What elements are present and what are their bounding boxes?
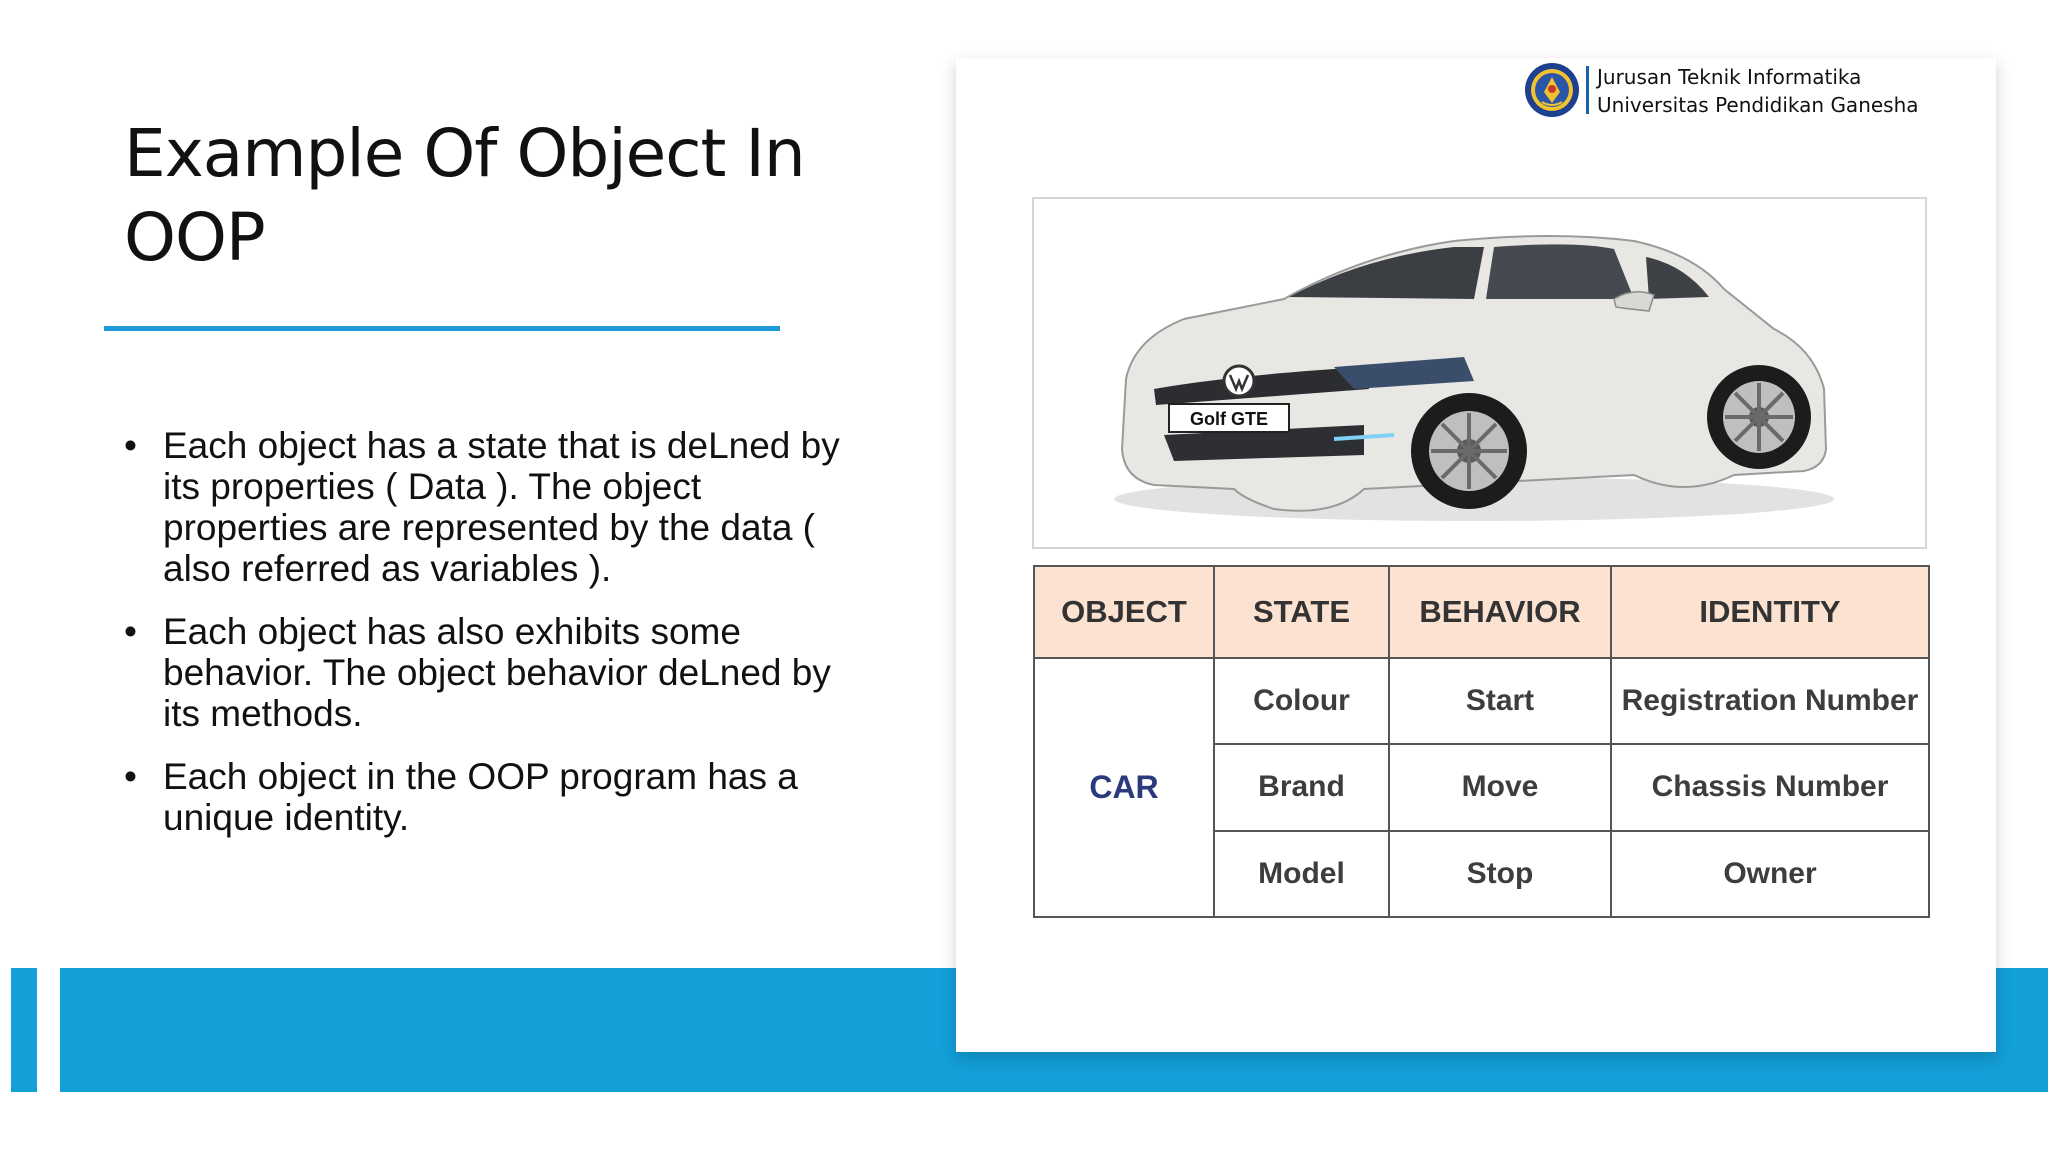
university-name: Universitas Pendidikan Ganesha (1597, 93, 1919, 117)
table-header-row (1034, 566, 1929, 658)
behavior-cell: Stop (1389, 831, 1611, 917)
header-behavior: BEHAVIOR (1389, 566, 1611, 658)
identity-cell: Chassis Number (1611, 744, 1929, 830)
header-identity: IDENTITY (1611, 566, 1929, 658)
car-image (1032, 197, 1927, 549)
accent-band-left (11, 968, 37, 1092)
identity-cell: Registration Number (1611, 658, 1929, 744)
table-row (1034, 658, 1929, 744)
bullet-dot: • (124, 756, 137, 797)
header-object: OBJECT (1034, 566, 1214, 658)
state-cell: Brand (1214, 744, 1389, 830)
affiliation (1597, 63, 1919, 119)
bullet-dot: • (124, 611, 137, 652)
state-cell: Model (1214, 831, 1389, 917)
bullet-dot: • (124, 425, 137, 466)
bullet-item (124, 425, 844, 589)
header-divider (1586, 66, 1589, 114)
slide-title: Example Of Object In OOP (124, 115, 805, 276)
bullet-item (124, 611, 844, 734)
state-cell: Colour (1214, 658, 1389, 744)
header-state: STATE (1214, 566, 1389, 658)
bullet-text: Each object has a state that is deLned by its properties ( Data ). The object properties are represented by the data ( also referred as variables ). (163, 425, 840, 589)
bullet-item (124, 756, 844, 838)
oop-table (1033, 565, 1930, 918)
behavior-cell: Start (1389, 658, 1611, 744)
university-seal-icon (1524, 62, 1580, 118)
bullet-text: Each object has also exhibits some behavior. The object behavior deLned by its methods. (163, 611, 831, 734)
identity-cell: Owner (1611, 831, 1929, 917)
bullet-list (124, 425, 844, 860)
bullet-text: Each object in the OOP program has a unique identity. (163, 756, 798, 838)
title-underline (104, 326, 780, 331)
license-plate-text: Golf GTE (1190, 409, 1268, 429)
department-name: Jurusan Teknik Informatika (1597, 65, 1862, 89)
object-cell: CAR (1034, 658, 1214, 917)
behavior-cell: Move (1389, 744, 1611, 830)
